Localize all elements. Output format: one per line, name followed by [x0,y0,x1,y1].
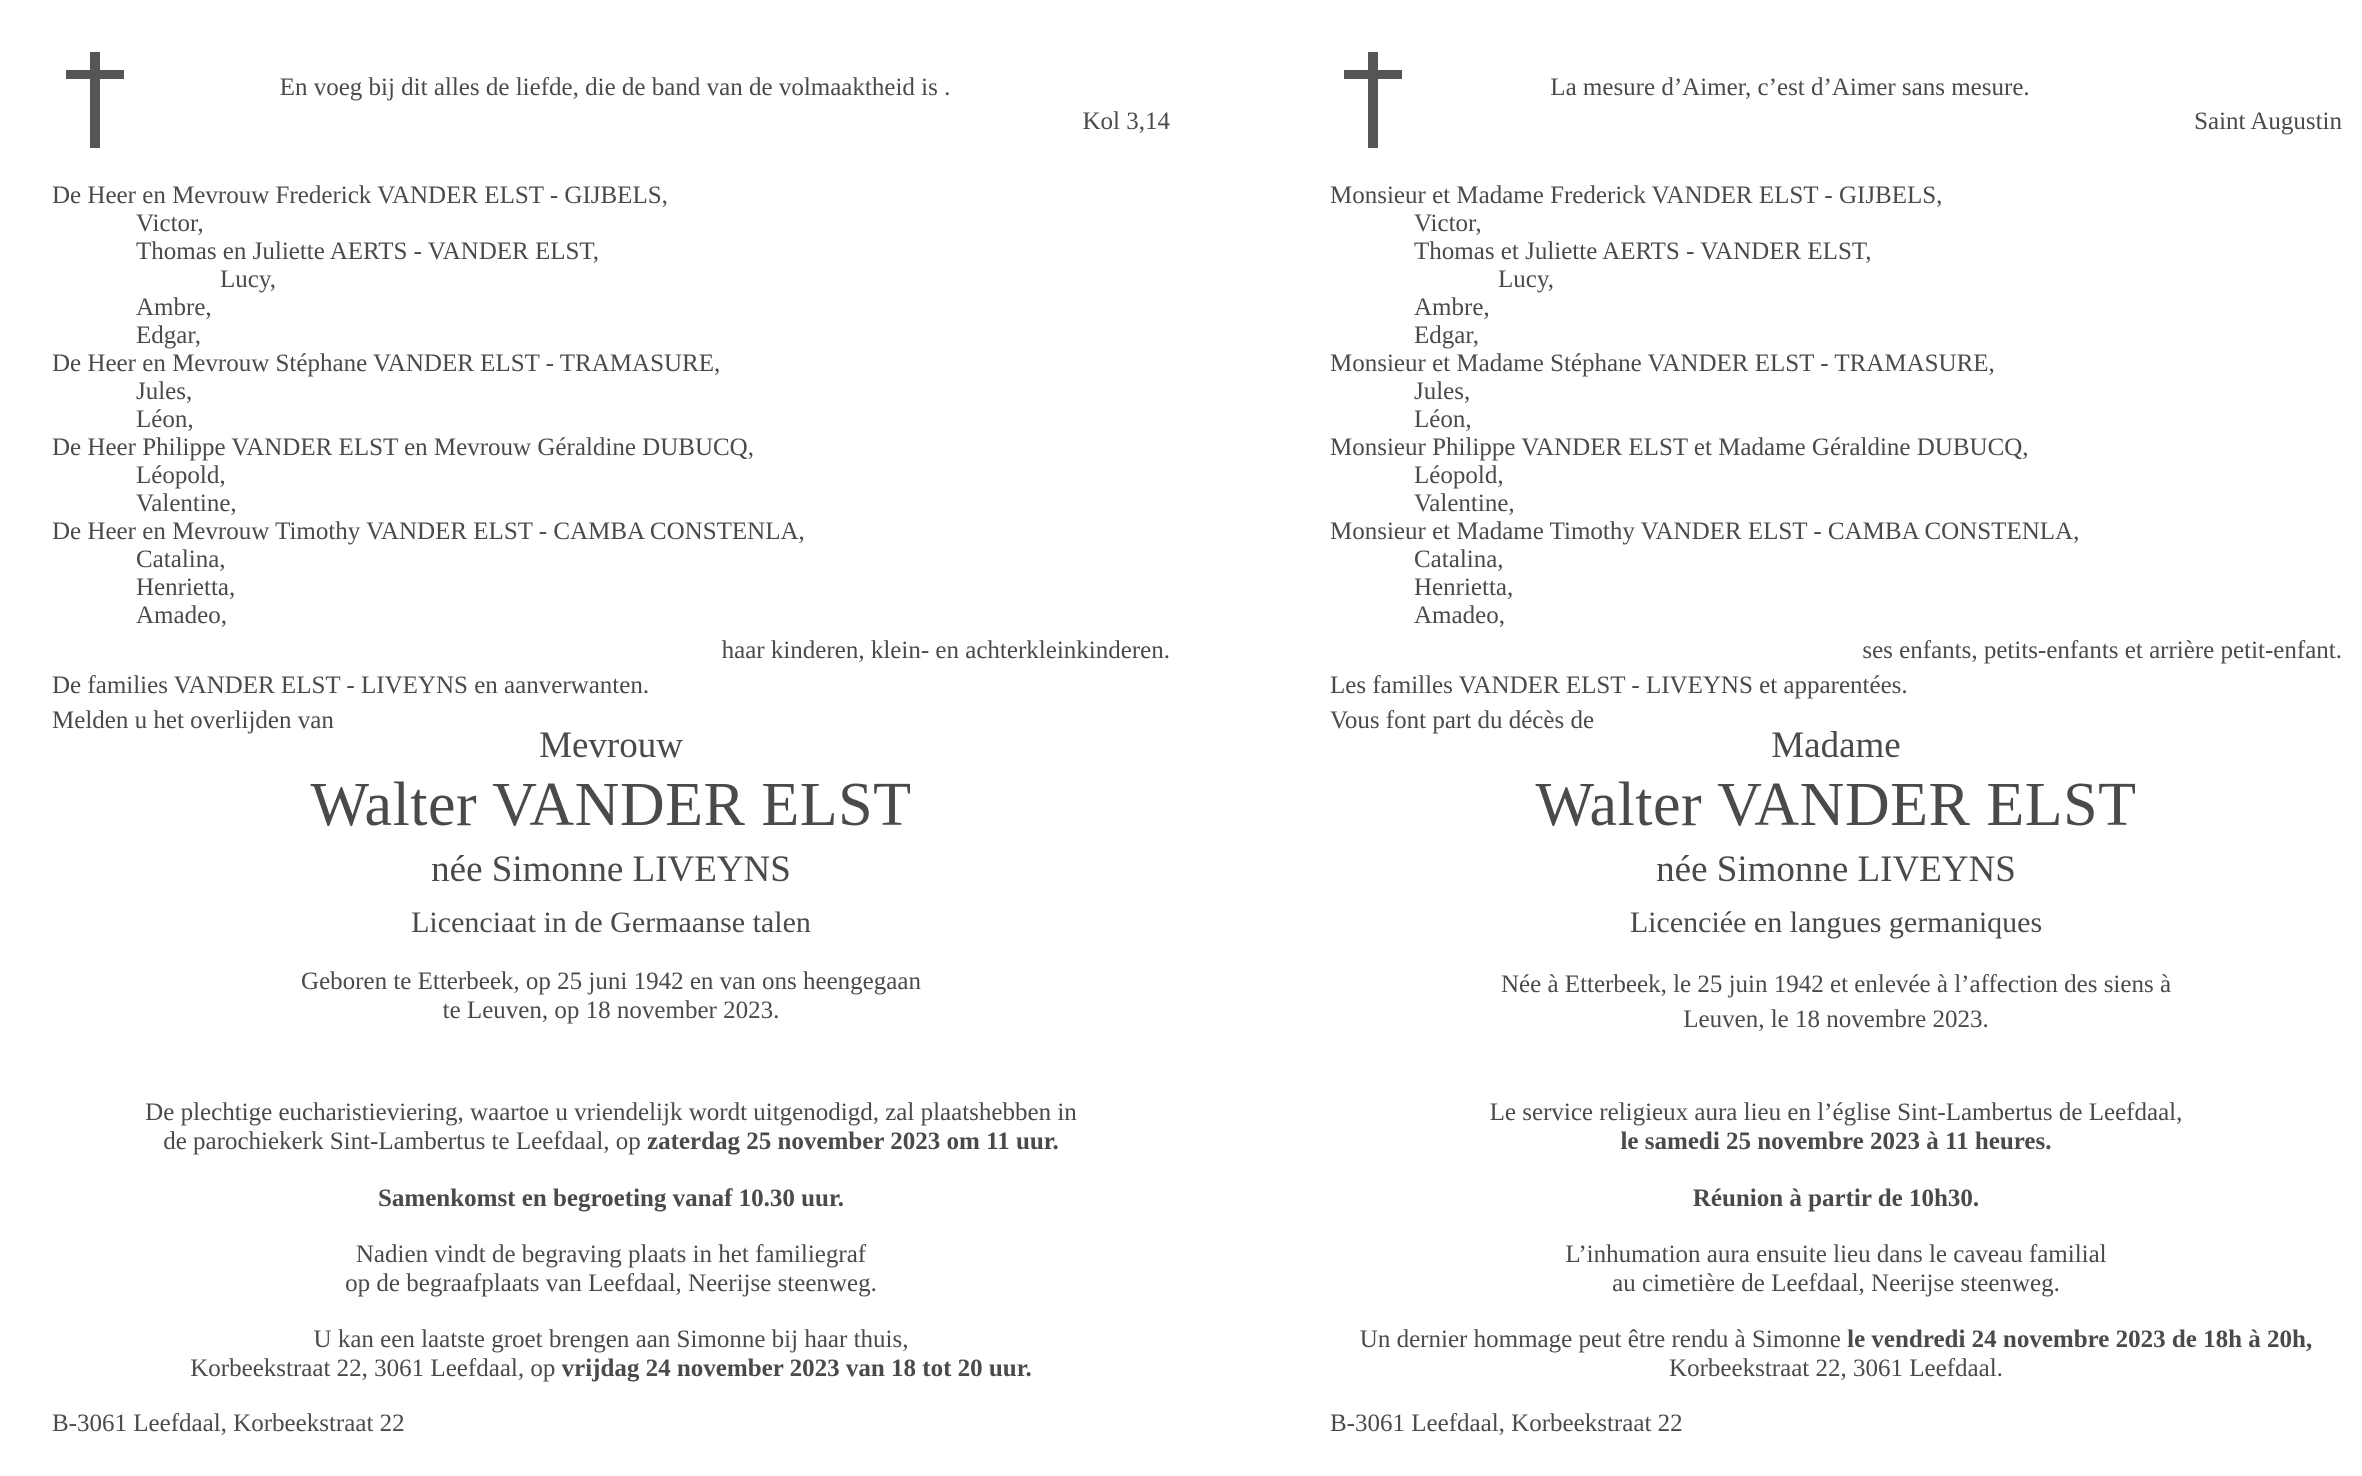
visitation-info: U kan een laatste groet brengen aan Simonne bij haar thuis, Korbeekstraat 22, 3061 Leefdaal, op vrijdag 24 november 2023 van 18 tot 20 uur. [190,1326,1032,1382]
family-member-line: Jules, [136,378,193,405]
family-member-line: Lucy, [1498,266,1554,293]
family-couple-line: De Heer en Mevrouw Frederick VANDER ELST - GIJBELS, [52,182,668,209]
family-couple-line: Monsieur et Madame Timothy VANDER ELST - CAMBA CONSTENLA, [1330,518,2080,545]
deceased-name: Walter VANDER ELST [1535,771,2137,839]
children-line: haar kinderen, klein- en achterkleinkinderen. [721,637,1170,664]
degree: Licenciée en langues germaniques [1629,906,2043,939]
birth-line: Née à Etterbeek, le 25 juin 1942 et enlevée à l’affection des siens à [1500,971,2172,998]
family-couple-line: Monsieur et Madame Frederick VANDER ELST - GIJBELS, [1330,182,1943,209]
family-member-line: Edgar, [1414,322,1479,349]
family-couple-line: Monsieur Philippe VANDER ELST et Madame Géraldine DUBUCQ, [1330,434,2029,461]
family-member-line: Léon, [136,406,194,433]
family-member-line: Léopold, [1414,462,1504,489]
family-member-line: Ambre, [136,294,212,321]
family-member-line: Catalina, [136,546,226,573]
family-member-line: Lucy, [220,266,276,293]
service-info [1330,1098,2342,1156]
french-announcement [1270,0,2362,1476]
family-members [1330,182,2342,630]
family-member-line: Henrietta, [1414,574,1514,601]
family-members [52,182,1170,630]
family-member-line: Thomas et Juliette AERTS - VANDER ELST, [1414,238,1872,265]
birth-death-info [1330,967,2342,1037]
family-member-line: Jules, [1414,378,1471,405]
footer-address: B-3061 Leefdaal, Korbeekstraat 22 [1330,1410,1683,1437]
family-member-line: Edgar, [136,322,201,349]
gathering-info: Samenkomst en begroeting vanaf 10.30 uur. [377,1185,844,1212]
scripture-quote: En voeg bij dit alles de liefde, die de band van de volmaaktheid is . [279,74,951,101]
announcement-line: Melden u het overlijden van [52,707,334,734]
deceased-name: Walter VANDER ELST [310,771,912,839]
family-member-line: Léon, [1414,406,1472,433]
family-couple-line: De Heer en Mevrouw Stéphane VANDER ELST - TRAMASURE, [52,350,721,377]
extended-family-line: De families VANDER ELST - LIVEYNS en aanverwanten. [52,672,650,699]
family-member-line: Catalina, [1414,546,1504,573]
service-line-2: de parochiekerk Sint-Lambertus te Leefdaal, op zaterdag 25 november 2023 om 11 uur. [163,1128,1059,1155]
maiden-name: née Simonne LIVEYNS [431,849,791,890]
family-couple-line: De Heer en Mevrouw Timothy VANDER ELST - CAMBA CONSTENLA, [52,518,805,545]
cross-icon [66,52,124,148]
service-date: zaterdag 25 november 2023 om 11 uur. [647,1128,1059,1155]
visitation-date: le vendredi 24 novembre 2023 de 18h à 20h, [1847,1326,2313,1353]
family-member-line: Valentine, [136,490,237,517]
children-line: ses enfants, petits-enfants et arrière petit-enfant. [1862,637,2342,664]
burial-info: L’inhumation aura ensuite lieu dans le caveau familial au cimetière de Leefdaal, Neerijse steenweg. [1565,1241,2107,1297]
degree: Licenciaat in de Germaanse talen [411,906,811,939]
family-member-line: Amadeo, [1414,602,1505,629]
announcement-line: Vous font part du décès de [1330,707,1595,734]
burial-info: Nadien vindt de begraving plaats in het familiegraf op de begraafplaats van Leefdaal, Neerijse steenweg. [345,1241,877,1297]
family-member-line: Victor, [136,210,204,237]
scripture-reference: Kol 3,14 [1082,108,1170,135]
maiden-name: née Simonne LIVEYNS [1656,849,2016,890]
family-member-line: Henrietta, [136,574,236,601]
family-member-line: Amadeo, [136,602,227,629]
deceased-title: Mevrouw [539,725,683,766]
footer-address: B-3061 Leefdaal, Korbeekstraat 22 [52,1410,405,1437]
family-list [52,182,1170,735]
visitation-date: vrijdag 24 november 2023 van 18 tot 20 uur. [561,1355,1032,1382]
service-line-1: De plechtige eucharistieviering, waartoe u vriendelijk wordt uitgenodigd, zal plaatshebben in [145,1099,1077,1126]
family-member-line: Thomas en Juliette AERTS - VANDER ELST, [136,238,600,265]
quote-author: Saint Augustin [2194,108,2342,135]
family-member-line: Léopold, [136,462,226,489]
death-line: Leuven, le 18 novembre 2023. [1683,1006,1989,1033]
birth-death-info [52,967,1170,1025]
extended-family-line: Les familles VANDER ELST - LIVEYNS et apparentées. [1330,672,1908,699]
visitation-info: Un dernier hommage peut être rendu à Simonne le vendredi 24 novembre 2023 de 18h à 20h, Korbeekstraat 22, 3061 Leefdaal. [1359,1326,2313,1382]
cross-icon [1344,52,1402,148]
gathering-info: Réunion à partir de 10h30. [1692,1185,1980,1212]
service-line-1: Le service religieux aura lieu en l’église Sint-Lambertus de Leefdaal, [1489,1099,2183,1126]
family-member-line: Valentine, [1414,490,1515,517]
family-couple-line: De Heer Philippe VANDER ELST en Mevrouw Géraldine DUBUCQ, [52,434,754,461]
family-member-line: Ambre, [1414,294,1490,321]
service-info [52,1098,1170,1156]
service-date: le samedi 25 novembre 2023 à 11 heures. [1620,1128,2052,1155]
birth-line: Geboren te Etterbeek, op 25 juni 1942 en van ons heengegaan [301,968,921,995]
quote: La mesure d’Aimer, c’est d’Aimer sans mesure. [1550,74,2030,101]
family-couple-line: Monsieur et Madame Stéphane VANDER ELST - TRAMASURE, [1330,350,1995,377]
family-member-line: Victor, [1414,210,1482,237]
death-line: te Leuven, op 18 november 2023. [442,997,780,1024]
family-list [1330,182,2342,735]
deceased-title: Madame [1771,725,1901,766]
